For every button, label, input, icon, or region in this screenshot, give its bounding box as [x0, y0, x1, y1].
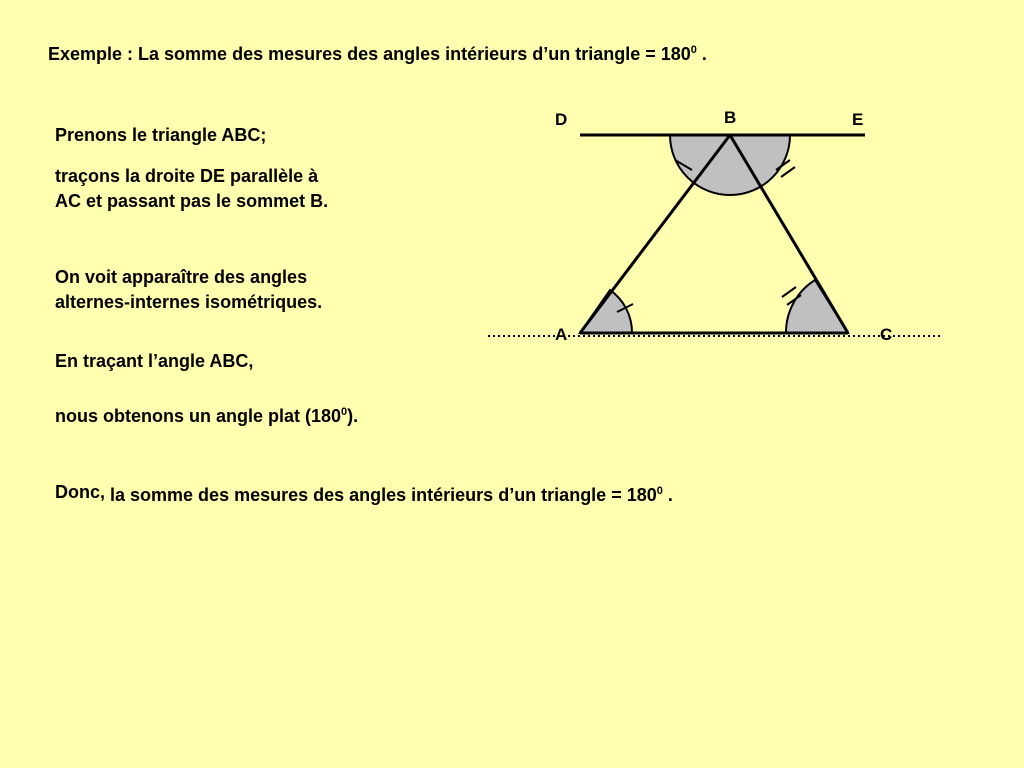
step-2-line-2: AC et passant pas le sommet B. — [55, 191, 329, 211]
label-d: D — [555, 110, 568, 129]
step-4-text: En traçant l’angle ABC, — [55, 351, 254, 371]
conclusion-suffix: . — [662, 485, 673, 505]
title-suffix: . — [696, 44, 707, 64]
step-1-text: Prenons le triangle ABC; — [55, 125, 267, 145]
label-c: C — [880, 325, 893, 344]
conclusion-degree: 0 — [656, 485, 663, 497]
step-3-line-2: alternes-internes isométriques. — [55, 292, 323, 312]
step-5-prefix: nous obtenons un angle plat (180 — [55, 406, 342, 426]
step-2-line-1: traçons la droite DE parallèle à — [55, 166, 319, 186]
title-degree: 0 — [690, 44, 697, 56]
title-text: Exemple : La somme des mesures des angles intérieurs d’un triangle = 180 — [48, 44, 691, 64]
step-5-suffix: ). — [347, 406, 359, 426]
conclusion-lead: Donc, — [55, 482, 106, 502]
angle-b-straight-sector — [670, 135, 790, 195]
label-a: A — [555, 325, 568, 344]
conclusion-prefix: la somme des mesures des angles intérieurs d’un triangle = 180 — [105, 485, 657, 505]
tick-double-c-1 — [782, 287, 796, 297]
label-e: E — [852, 110, 864, 129]
step-3-line-1: On voit apparaître des angles — [55, 267, 308, 287]
tick-double-b-2 — [781, 167, 795, 177]
side-ab — [580, 135, 730, 333]
step-5-degree: 0 — [341, 406, 348, 418]
label-b: B — [724, 108, 737, 127]
